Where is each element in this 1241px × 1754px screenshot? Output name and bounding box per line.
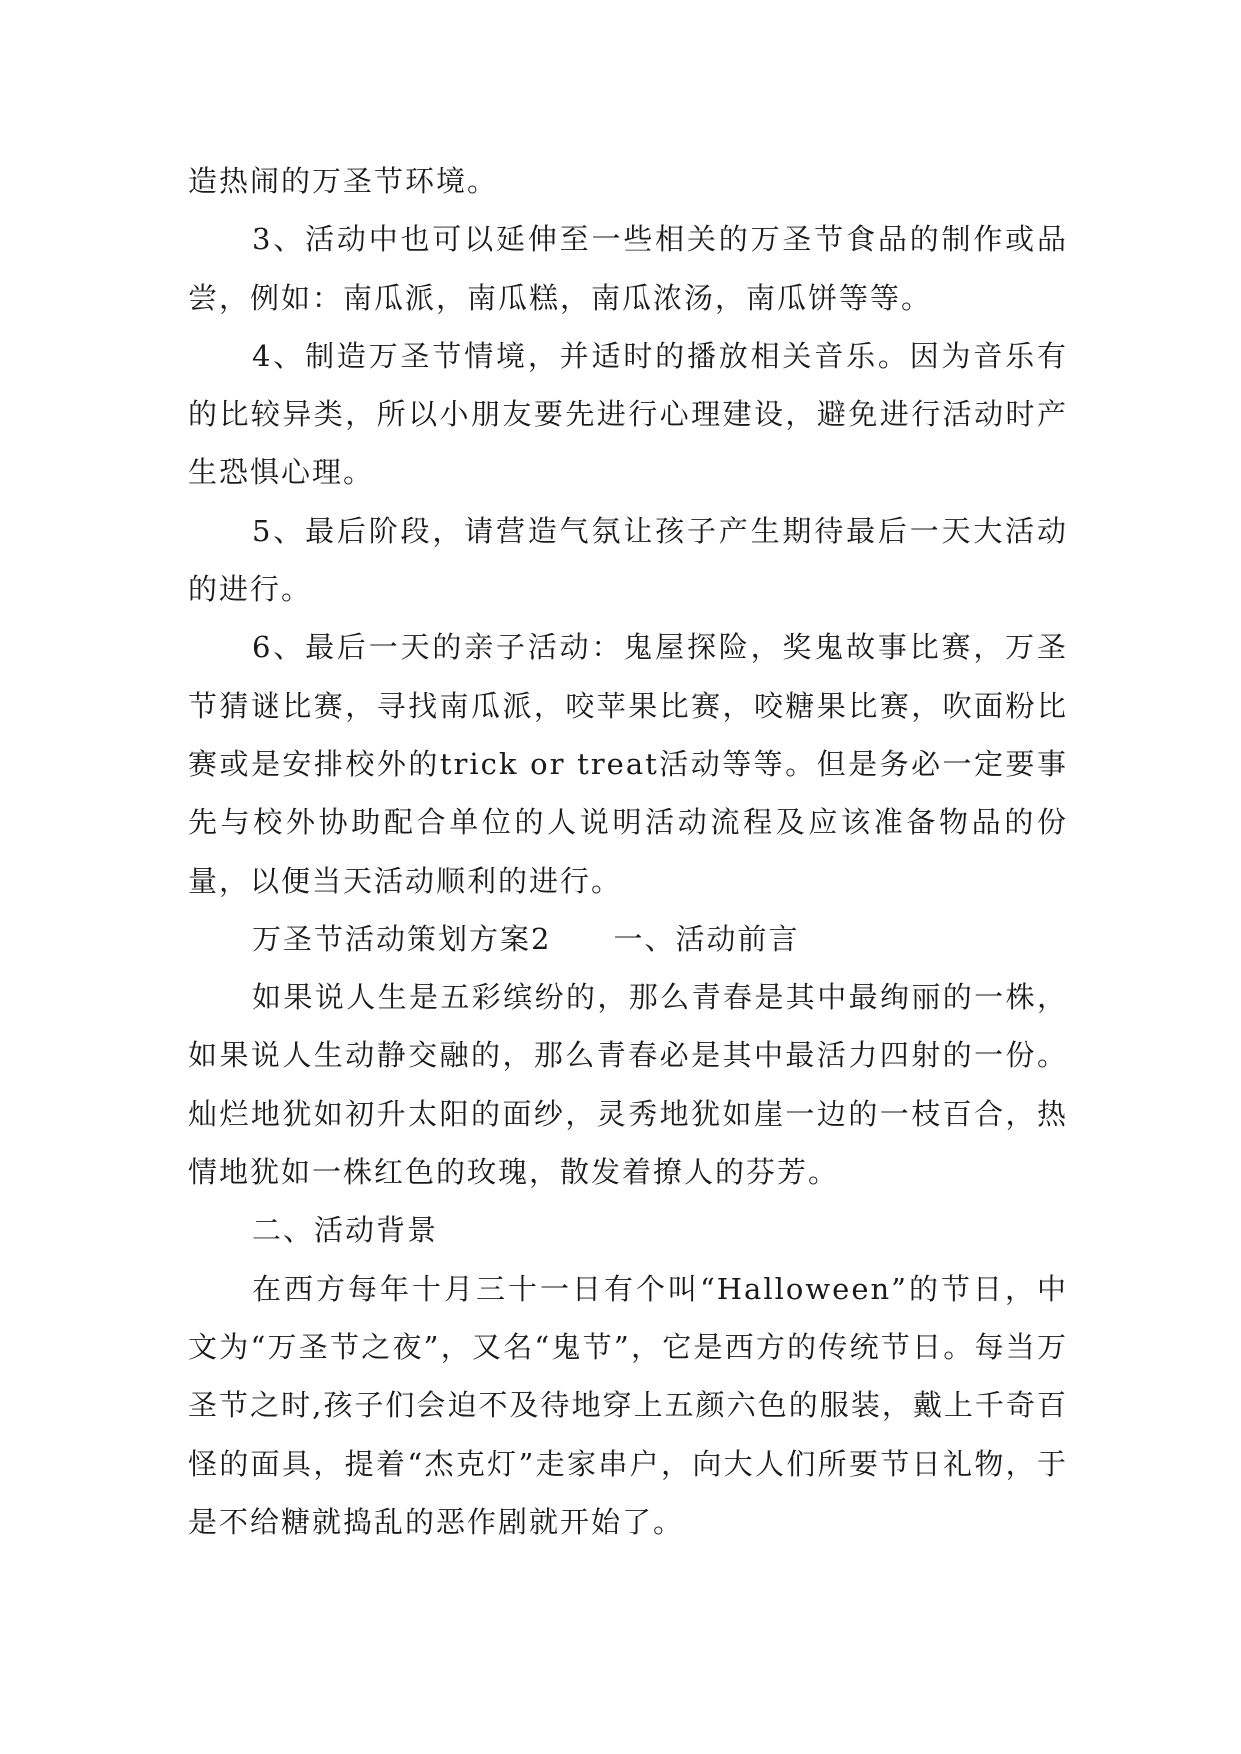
paragraph-item-5: 5、最后阶段，请营造气氛让孩子产生期待最后一天大活动的进行。 [188, 513, 1068, 607]
paragraph-item-3: 3、活动中也可以延伸至一些相关的万圣节食品的制作或品尝，例如：南瓜派，南瓜糕，南瓜浓汤，南瓜饼等等。 [188, 222, 1068, 315]
paragraph-item-6: 6、最后一天的亲子活动：鬼屋探险，奖鬼故事比赛，万圣节猜谜比赛，寻找南瓜派，咬苹果比赛，咬糖果比赛，吹面粉比赛或是安排校外的trick or treat活动等等。但是务必一定要事先与校外协助配合单位的人说明活动流程及应该准备物品的份量，以便当天活动顺利的进行。 [188, 630, 1068, 898]
paragraph-background: 在西方每年十月三十一日有个叫“Halloween”的节日，中文为“万圣节之夜”，又名“鬼节”，它是西方的传统节日。每当万圣节之时,孩子们会迫不及待地穿上五颜六色的服装，戴上千奇百怪的面具，提着“杰克灯”走家串户，向大人们所要节日礼物，于是不给糖就捣乱的恶作剧就开始了。 [188, 1271, 1068, 1539]
paragraph-preface: 如果说人生是五彩缤纷的，那么青春是其中最绚丽的一株，如果说人生动静交融的，那么青春必是其中最活力四射的一份。灿烂地犹如初升太阳的面纱，灵秀地犹如崖一边的一枝百合，热情地犹如一株红色的玫瑰，散发着撩人的芬芳。 [188, 980, 1068, 1190]
section-heading-plan-2: 万圣节活动策划方案2 一、活动前言 [252, 921, 800, 956]
section-heading-background: 二、活动背景 [252, 1213, 439, 1248]
paragraph-item-4: 4、制造万圣节情境，并适时的播放相关音乐。因为音乐有的比较异类，所以小朋友要先进行心理建设，避免进行活动时产生恐惧心理。 [188, 338, 1068, 490]
paragraph-continuation: 造热闹的万圣节环境。 [188, 164, 499, 198]
document-body [188, 152, 1068, 1551]
